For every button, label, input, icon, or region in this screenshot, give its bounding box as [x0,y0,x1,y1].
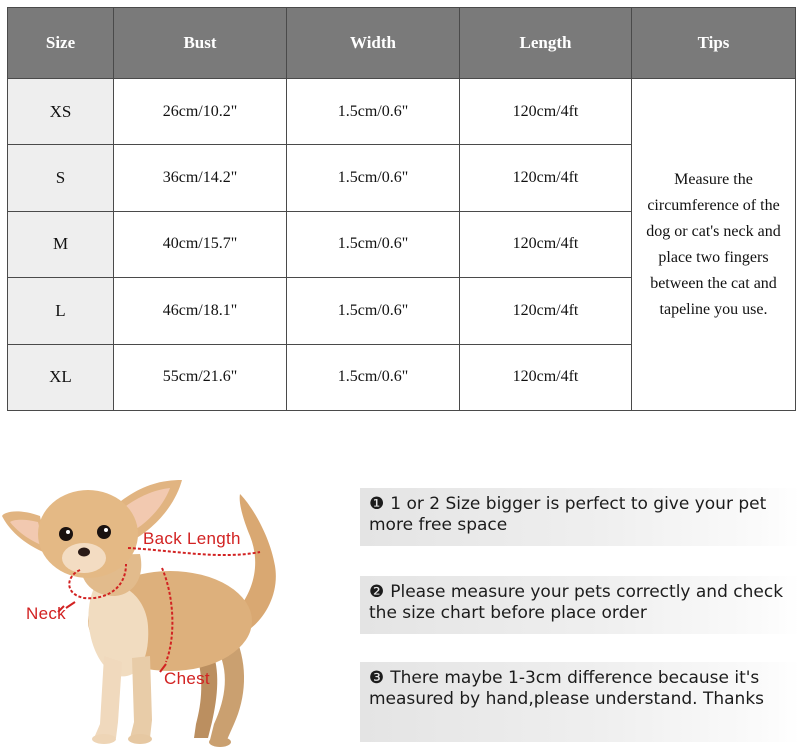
bust-cell: 26cm/10.2" [114,79,287,145]
dog-eye-left-shine [66,530,70,534]
width-cell: 1.5cm/0.6" [287,211,460,277]
number-three-icon: ❸ [369,668,385,688]
header-tips: Tips [632,8,796,79]
table-row [8,79,796,145]
header-length: Length [460,8,632,79]
length-cell: 120cm/4ft [460,145,632,211]
header-width: Width [287,8,460,79]
size-chart-table [7,7,796,411]
number-one-icon: ❶ [369,494,385,514]
dog-paw [92,734,116,744]
bust-cell: 36cm/14.2" [114,145,287,211]
dog-eye-right-shine [104,528,108,532]
width-cell: 1.5cm/0.6" [287,344,460,410]
note-item [360,488,800,546]
size-cell: S [8,145,114,211]
size-cell: XL [8,344,114,410]
dog-eye-left [59,527,73,541]
table-header-row [8,8,796,79]
size-cell: XS [8,79,114,145]
width-cell: 1.5cm/0.6" [287,278,460,344]
neck-label: Neck [26,604,66,623]
dog-eye-right [97,525,111,539]
dog-paw [128,734,152,744]
length-cell: 120cm/4ft [460,79,632,145]
dog-measurement-illustration [0,466,330,754]
length-cell: 120cm/4ft [460,344,632,410]
tips-cell: Measure the circumference of the dog or cat's neck and place two fingers between the cat and tapeline you use. [632,79,796,411]
length-cell: 120cm/4ft [460,278,632,344]
bust-cell: 46cm/18.1" [114,278,287,344]
width-cell: 1.5cm/0.6" [287,145,460,211]
dog-front-leg-right [130,656,152,738]
size-cell: M [8,211,114,277]
width-cell: 1.5cm/0.6" [287,79,460,145]
dog-paw [209,737,231,747]
note-text: There maybe 1-3cm difference because it's measured by hand,please understand. Thanks [369,668,765,709]
size-cell: L [8,278,114,344]
header-bust: Bust [114,8,287,79]
note-text: Please measure your pets correctly and check the size chart before place order [369,582,784,623]
back-length-label: Back Length [143,529,241,548]
chest-label: Chest [164,669,210,688]
length-cell: 120cm/4ft [460,211,632,277]
dog-front-leg [94,656,122,738]
note-item [360,662,800,742]
number-two-icon: ❷ [369,582,385,602]
bust-cell: 40cm/15.7" [114,211,287,277]
back-length-line [128,548,260,555]
dog-nose [78,548,90,557]
note-text: 1 or 2 Size bigger is perfect to give your pet more free space [369,494,767,535]
bust-cell: 55cm/21.6" [114,344,287,410]
note-item [360,576,800,634]
header-size: Size [8,8,114,79]
